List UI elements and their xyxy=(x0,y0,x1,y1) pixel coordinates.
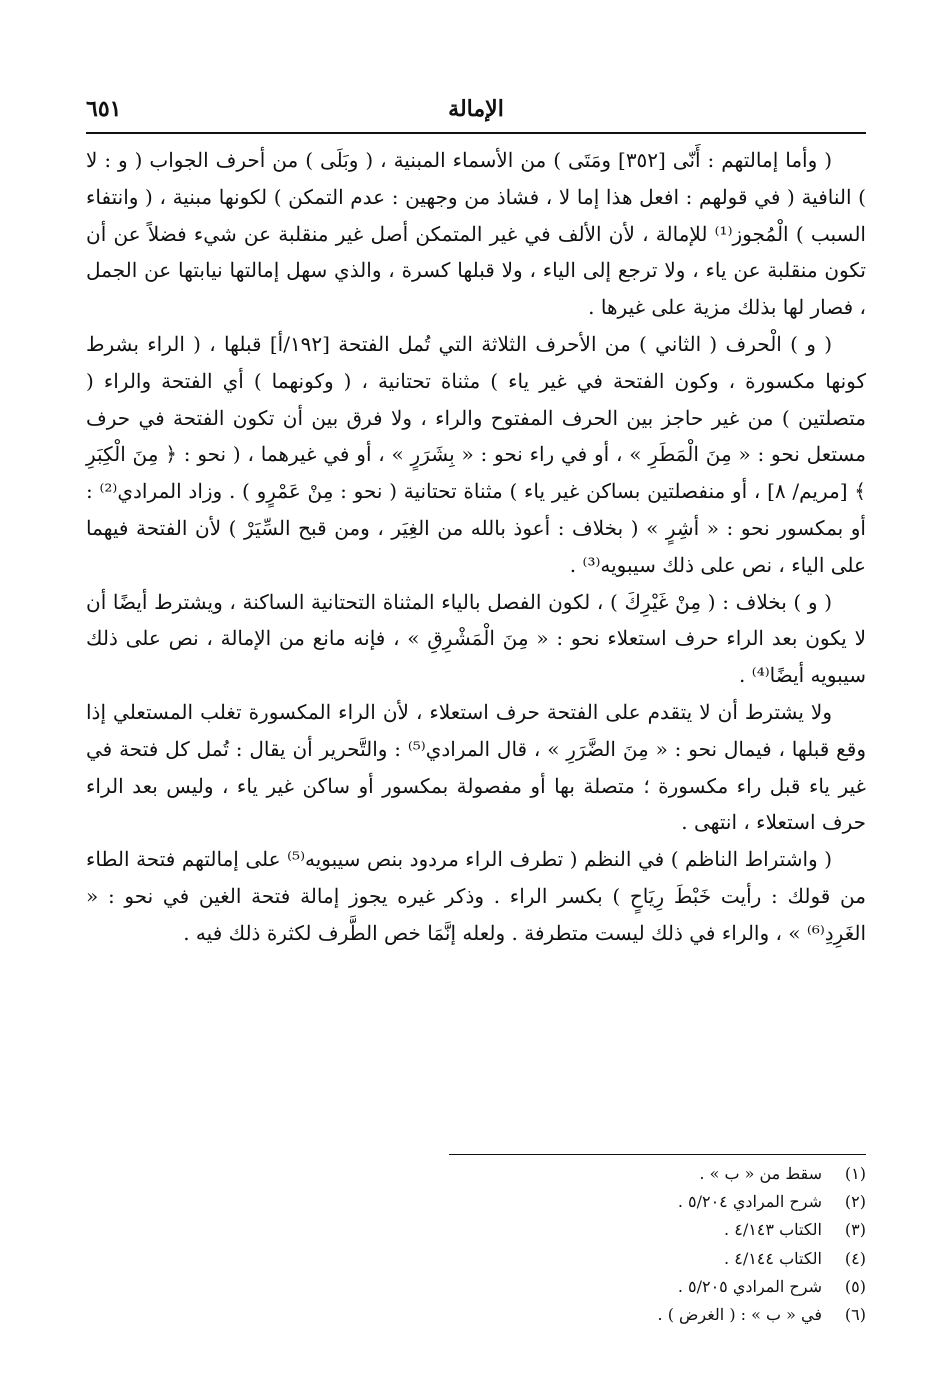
paragraph-5: ( واشتراط الناظم ) في النظم ( تطرف الراء مردود بنص سيبويه⁽⁵⁾ على إمالتهم فتحة الطاء من قولك : رأيت خَبْطَ رِيَاحٍ ) بكسر الراء . وذكر غيره يجوز إمالة فتحة الغين في نحو : « الغَرِدِ⁽⁶⁾ » ، والراء في ذلك ليست متطرفة . ولعله إنَّمَا خص الطَّرف لكثرة ذلك فيه . xyxy=(86,847,866,945)
footnote-text: سقط من « ب » . xyxy=(699,1164,822,1183)
footnote-6 xyxy=(86,1301,866,1329)
footnote-number: (٢) xyxy=(844,1192,866,1212)
footnote-5 xyxy=(86,1273,866,1301)
footnotes xyxy=(86,1160,866,1329)
running-title: الإمالة xyxy=(448,96,504,122)
footnote-number: (٥) xyxy=(844,1276,866,1296)
footnote-text: شرح المرادي ٥/٢٠٥ . xyxy=(677,1276,822,1296)
footnote-2 xyxy=(86,1188,866,1216)
footnote-number: (٦) xyxy=(844,1305,866,1325)
footnote-3 xyxy=(86,1216,866,1244)
page-number: ٦٥١ xyxy=(86,96,122,122)
footnote-1 xyxy=(86,1160,866,1188)
footnote-text: الكتاب ٤/١٤٣ . xyxy=(724,1220,822,1240)
footnote-text: الكتاب ٤/١٤٤ . xyxy=(724,1248,822,1268)
paragraph-1: ( وأما إمالتهم : أَنّى [٣٥٢] ومَتَى ) من الأسماء المبنية ، ( وبَلَى ) من أحرف الجواب ( و : لا ) النافية ( في قولهم : افعل هذا إما لا ، فشاذ من وجهين : عدم التمكن ) لكونها مبنية ، ( وانتفاء السبب ) الْمُجوز⁽¹⁾ للإمالة ، لأن الألف في غير المتمكن أصل غير منقلبة عن شيء فضلاً عن أن تكون منقلبة عن ياء ، ولا ترجع إلى الياء ، ولا قبلها كسرة ، والذي سهل إمالتها نيابتها عن الجمل ، فصار لها بذلك مزية على غيرها . xyxy=(86,148,867,320)
paragraph-4: ولا يشترط أن لا يتقدم على الفتحة حرف استعلاء ، لأن الراء المكسورة تغلب المستعلي إذا وقع قبلها ، فيمال نحو : « مِنَ الضَّرَرِ » ، قال المرادي⁽⁵⁾ : والتَّحرير أن يقال : تُمل كل فتحة في غير ياء قبل راء مكسورة ؛ متصلة بها أو مفصولة بمكسور أو ساكن غير ياء ، وليس بعد الراء حرف استعلاء ، انتهى . xyxy=(86,699,867,835)
footnote-4 xyxy=(86,1245,866,1273)
footnote-rule xyxy=(449,1154,866,1155)
footnote-text: شرح المرادي ٥/٢٠٤ . xyxy=(677,1192,822,1212)
footnote-number: (٤) xyxy=(844,1248,866,1268)
footnote-number: (٣) xyxy=(844,1220,866,1240)
paragraph-3: ( و ) بخلاف : ( مِنْ غَيْرِكَ ) ، لكون الفصل بالياء المثناة التحتانية الساكنة ، ويشترط أيضًا أن لا يكون بعد الراء حرف استعلاء نحو : « مِنَ الْمَشْرِقِ » ، فإنه مانع من الإمالة ، نص على ذلك سيبويه أيضًا⁽⁴⁾ . xyxy=(86,589,866,688)
paragraph-2: ( و ) الْحرف ( الثاني ) من الأحرف الثلاثة التي تُمل الفتحة [١٩٢/أ] قبلها ، ( الراء بشرط كونها مكسورة ، وكون الفتحة في غير ياء ) مثناة تحتانية ، ( وكونهما ) أي الفتحة والراء ( متصلتين ) من غير حاجز بين الحرف المفتوح والراء ، ولا فرق بين أن تكون الفتحة في حرف مستعل نحو : « مِنَ الْمَطَرِ » ، أو في راء نحو : « بِشَرَرٍ » ، أو في غيرهما ، ( نحو : ﴿ مِنَ الْكِبَرِ ﴾ [مريم/ ٨] ، أو منفصلتين بساكن غير ياء ) مثناة تحتانية ( نحو : مِنْ عَمْرٍو ) . وزاد المرادي⁽²⁾ : أو بمكسور نحو : « أشِرٍ » ( بخلاف : أعوذ بالله من الغِيَر ، ومن قبح السِّيَرْ ) لأن الفتحة فيهما على الياء ، نص على ذلك سيبويه⁽³⁾ . xyxy=(86,331,866,577)
main-text xyxy=(86,142,866,952)
footnote-number: (١) xyxy=(844,1164,866,1183)
header-rule xyxy=(86,132,866,134)
footnote-text: في « ب » : ( الغرض ) . xyxy=(657,1305,822,1325)
page-header xyxy=(86,96,866,132)
